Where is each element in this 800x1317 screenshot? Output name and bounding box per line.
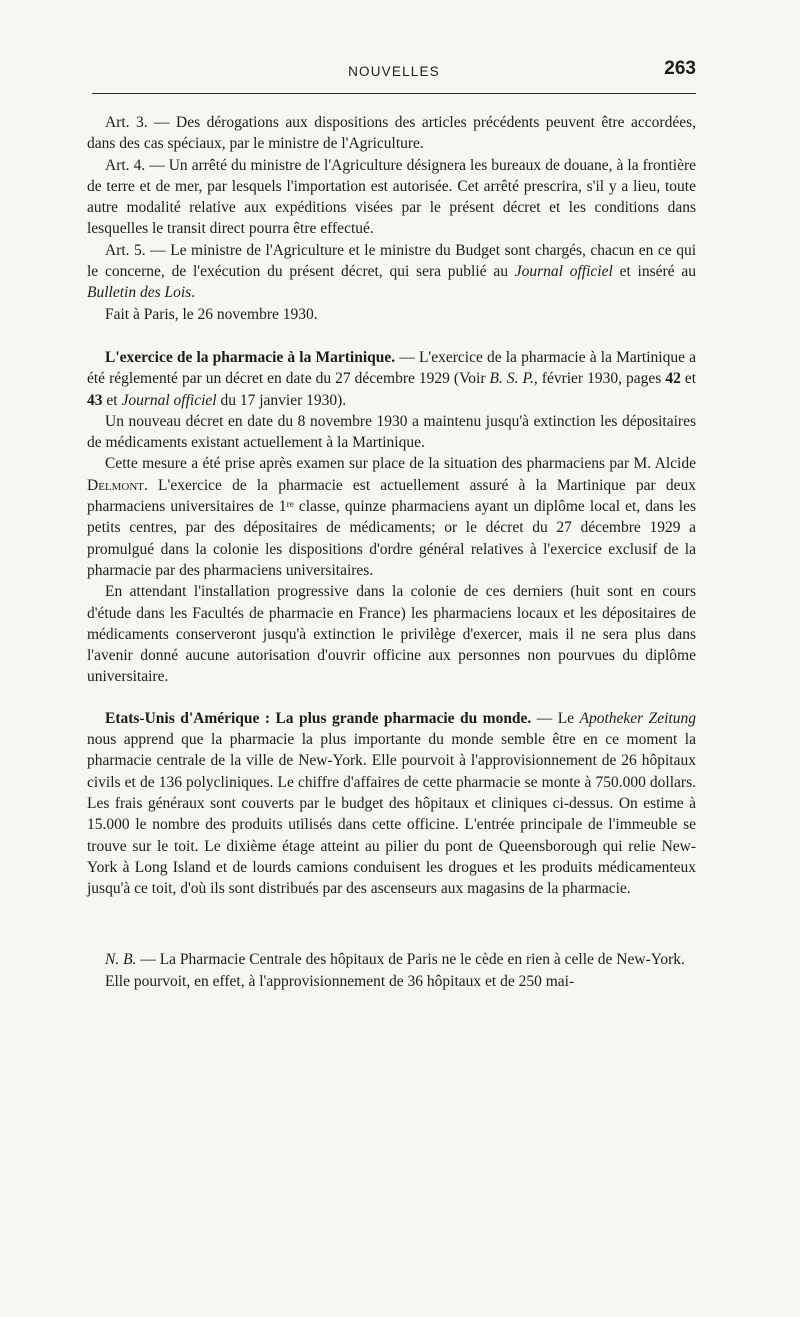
martinique-p1-text-e: du 17 janvier 1930). <box>216 391 347 409</box>
martinique-p1-text-c: et <box>680 370 697 388</box>
martinique-p1-text-d: et <box>102 391 122 409</box>
page-number: 263 <box>664 58 696 79</box>
martinique-p1 <box>87 347 696 411</box>
section-spacer <box>87 688 696 708</box>
nb-p1 <box>87 949 696 970</box>
art5-text-end: . <box>191 284 196 302</box>
page-header <box>92 58 696 88</box>
decree-art4: Art. 4. — Un arrêté du ministre de l'Agriculture désignera les bureaux de douane, à la frontière de terre et de mer, par lesquels l'importation est autorisée. Cet arrêté prescrira, s'il y a lieu, toute autre modalité relative aux expéditions visées par le présent décret et les conditions dans lesquelles le transit direct pourra être effectué. <box>87 156 696 238</box>
journal-officiel-ref: Journal officiel <box>514 263 613 281</box>
martinique-p3-text-a: Cette mesure a été prise après examen sur place de la situation des pharmaciens par M. Alcide <box>105 455 696 473</box>
martinique-p2: Un nouveau décret en date du 8 novembre 1930 a maintenu jusqu'à extinction les dépositaires de médicaments existant actuellement à la Martinique. <box>87 412 696 452</box>
martinique-p1-text-a: — L'exercice de la pharmacie à la Martinique a été réglementé par un décret en date du 27 décembre 1929 (Voir <box>87 348 696 388</box>
page-ref-42: 42 <box>665 370 681 388</box>
running-title: NOUVELLES <box>348 64 440 79</box>
nb-label: N. B. <box>105 951 137 969</box>
usa-p1-text-b: nous apprend que la pharmacie la plus importante du monde semble être en ce moment la pharmacie centrale de la ville de New-York. Elle pourvoit à l'approvisionnement de 26 hôpitaux civils et de 136 polycliniques. Le chiffre d'affaires de cette pharmacie se monte à 750.000 dollars. Les frais généraux sont couverts par le budget des hôpitaux et cliniques ci-dessus. On estime à 15.000 le nombre des produits utilisés dans cette officine. L'entrée principale de l'immeuble se trouve sur le toit. Le dixième étage atteint au pilier du pont de Queensborough qui relie New-York à Long Island et de lourds camions conduisent les drogues et les produits médicamenteux jusqu'à ce toit, d'où ils sont distribués par des ascenseurs aux magasins de la pharmacie. <box>87 731 696 898</box>
bulletin-des-lois-ref: Bulletin des Lois <box>87 284 192 302</box>
article-body <box>87 112 696 992</box>
martinique-p3 <box>87 453 696 581</box>
martinique-section-title: L'exercice de la pharmacie à la Martinique. <box>105 348 396 366</box>
nb-p1-text: — La Pharmacie Centrale des hôpitaux de Paris ne le cède en rien à celle de New-York. <box>136 951 685 969</box>
art5-text-mid: et inséré au <box>612 263 696 281</box>
page-ref-43: 43 <box>87 391 103 409</box>
martinique-p4: En attendant l'installation progressive dans la colonie de ces derniers (huit sont en cours d'étude dans les Facultés de pharmacie en France) les pharmaciens locaux et les dépositaires de médicaments conserveront jusqu'à extinction le privilège d'exercer, mais il ne sera plus dans l'avenir donné aucune autorisation d'ouvrir officine aux personnes non pourvues du diplôme universitaire. <box>87 583 696 686</box>
martinique-p3-text-b: . L'exercice de la pharmacie est actuellement assuré à la Martinique par deux pharmaciens universitaires de 1ʳᵉ classe, quinze pharmaciens ayant un diplôme local et, dans les petits centres, par des dépositaires de médicaments; or le décret du 27 décembre 1929 a promulgué dans la colonie les dispositions d'ordre général relatives à l'exercice exclusif de la pharmacie par des pharmaciens universitaires. <box>87 476 696 579</box>
bsp-ref: B. S. P. <box>489 370 534 388</box>
usa-section-title: Etats-Unis d'Amérique : La plus grande pharmacie du monde. <box>105 709 532 727</box>
art5-text-start: Art. 5. — Le ministre de l'Agriculture et le ministre du Budget sont chargés, chacun en ce qui le concerne, de l'exécution du présent décret, qui sera publié au <box>87 241 696 281</box>
section-spacer-2 <box>87 899 696 949</box>
journal-officiel-ref-2: Journal officiel <box>121 391 217 409</box>
apotheker-zeitung-ref: Apotheker Zeitung <box>579 709 696 727</box>
nb-p2: Elle pourvoit, en effet, à l'approvisionnement de 36 hôpitaux et de 250 mai- <box>105 972 575 990</box>
person-name: Delmont <box>87 476 145 494</box>
usa-p1 <box>87 708 696 900</box>
usa-p1-text-a: — Le <box>531 709 580 727</box>
decree-art5 <box>87 240 696 304</box>
header-rule <box>92 93 696 94</box>
decree-art3: Art. 3. — Des dérogations aux dispositions des articles précédents peuvent être accordées, dans des cas spéciaux, par le ministre de l'Agriculture. <box>87 114 696 153</box>
decree-signature-date: Fait à Paris, le 26 novembre 1930. <box>105 305 318 323</box>
martinique-p1-text-b: , février 1930, pages <box>533 370 666 388</box>
